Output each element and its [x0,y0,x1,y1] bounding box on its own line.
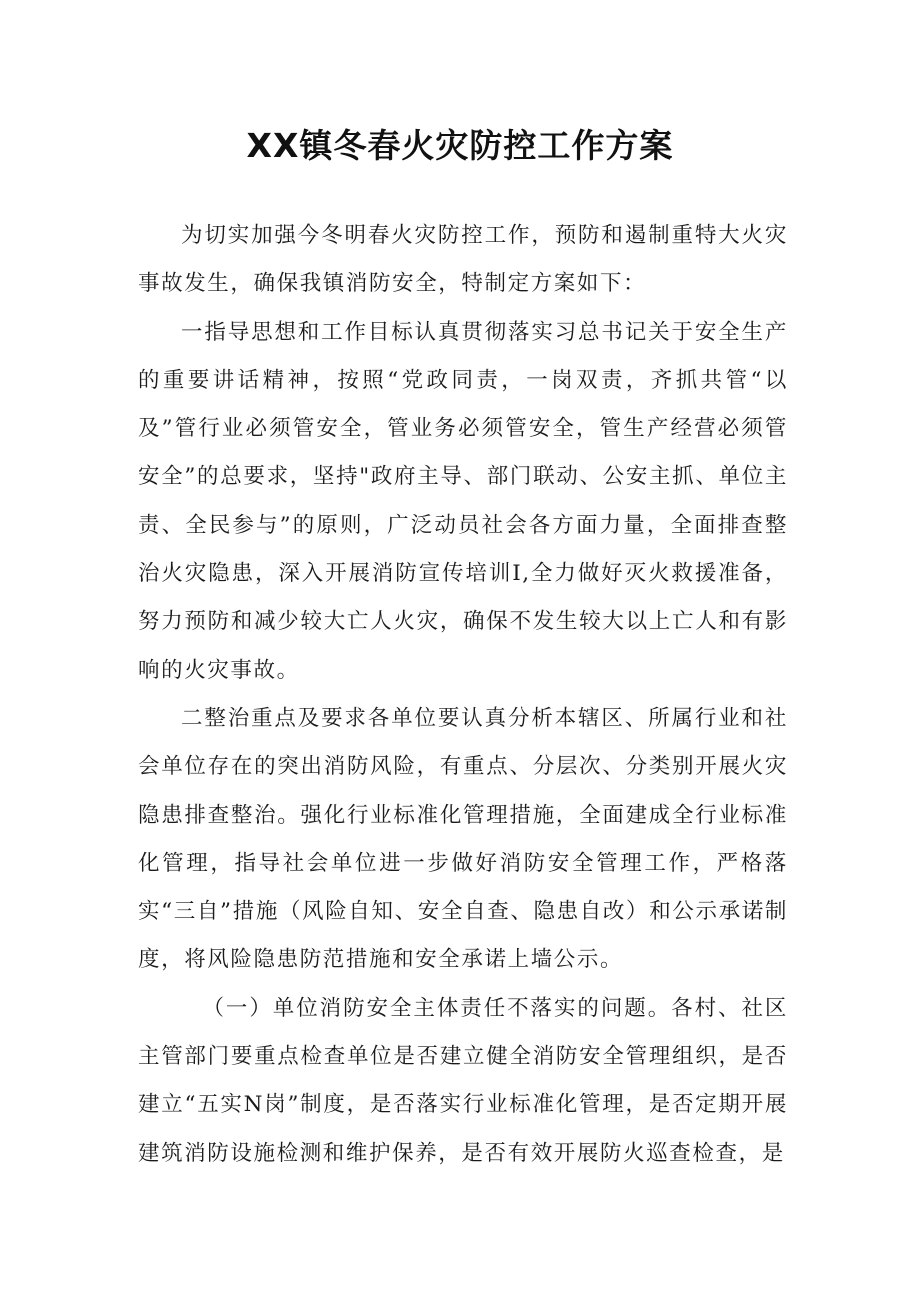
document-body [138,212,788,1178]
paragraph-intro: 为切实加强今冬明春火灾防控工作，预防和遏制重特大火灾事故发生，确保我镇消防安全，特制定方案如下： [138,223,788,297]
paragraph-rectification-focus: 二整治重点及要求各单位要认真分析本辖区、所属行业和社会单位存在的突出消防风险，有重点、分层次、分类别开展火灾隐患排查整治。强化行业标准化管理措施，全面建成全行业标准化管理，指导社会单位进一步做好消防安全管理工作，严格落实“三自”措施（风险自知、安全自查、隐患自改）和公示承诺制度，将风险隐患防范措施和安全承诺上墙公示。 [138,705,788,973]
document-title: XX镇冬春火灾防控工作方案 [246,126,674,165]
paragraph-guiding-ideology: 一指导思想和工作目标认真贯彻落实习总书记关于安全生产的重要讲话精神，按照“党政同责，一岗双责，齐抓共管“以及”管行业必须管安全，管业务必须管安全，管生产经营必须管安全”的总要求，坚持"政府主导、部门联动、公安主抓、单位主责、全民参与”的原则，广泛动员社会各方面力量，全面排查整治火灾隐患，深入开展消防宣传培训I,全力做好灭火救援准备，努力预防和减少较大亡人火灾，确保不发生较大以上亡人和有影响的火灾事故。 [138,319,788,683]
paragraph-unit-responsibility: （一）单位消防安全主体责任不落实的问题。各村、社区主管部门要重点检查单位是否建立健全消防安全管理组织，是否建立“五实N岗”制度，是否落实行业标准化管理，是否定期开展建筑消防设施检测和维护保养，是否有效开展防火巡查检查，是 [138,995,788,1166]
